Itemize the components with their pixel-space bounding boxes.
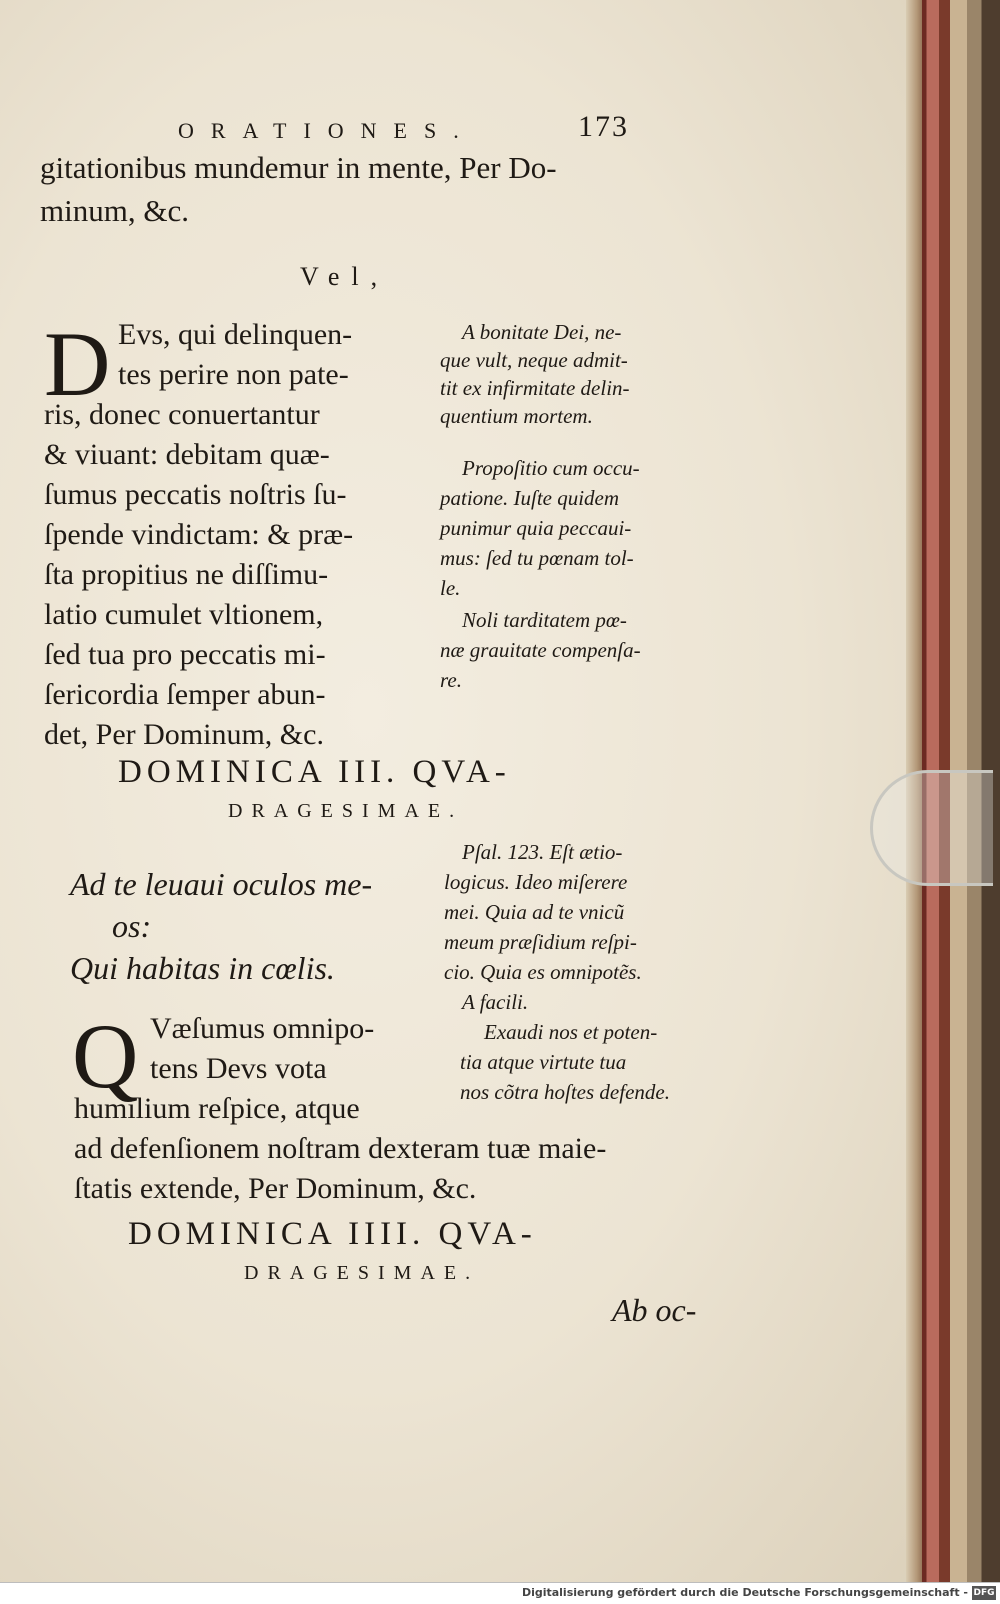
marginal-gloss-line: tit ex infirmitate delin- (440, 376, 630, 400)
text-line: gitationibus mundemur in mente, Per Do- (40, 150, 557, 185)
marginal-gloss-line: Propoſitio cum occu- (462, 456, 640, 480)
drop-cap: D (44, 313, 111, 415)
marginal-gloss-line: le. (440, 576, 461, 600)
page-clip (870, 770, 993, 886)
marginal-gloss-line: mei. Quia ad te vnicũ (444, 900, 625, 924)
page-number: 173 (578, 110, 629, 143)
verse-line: os: (112, 908, 152, 944)
verse-line: Ad te leuaui oculos me- (70, 866, 373, 902)
marginal-gloss-line: A facili. (462, 990, 529, 1014)
text-line: ad defenſionem noſtram dexteram tuæ maie- (74, 1132, 607, 1165)
footer-credit: Digitalisierung gefördert durch die Deutsche Forschungsgemeinschaft - (521, 1586, 968, 1599)
marginal-gloss-line: næ grauitate compenſa- (440, 638, 641, 662)
text-line: det, Per Dominum, &c. (44, 718, 324, 751)
marginal-gloss-line: Pſal. 123. Eſt ætio- (462, 840, 623, 864)
section-subheading: DRAGESIMAE. (228, 800, 464, 822)
marginal-gloss-line: Exaudi nos et poten- (484, 1020, 658, 1044)
text-line: Væſumus omnipo- (150, 1012, 375, 1045)
text-line: ris, donec conuertantur (44, 398, 320, 431)
marginal-gloss-line: punimur quia peccaui- (440, 516, 632, 540)
text-line: ſtatis extende, Per Dominum, &c. (74, 1172, 477, 1205)
running-head: ORATIONES. (178, 118, 476, 143)
text-line: & viuant: debitam quæ- (44, 438, 330, 471)
text-line: Evs, qui delinquen- (118, 318, 353, 351)
text-line: ſta propitius ne diſſimu- (44, 558, 329, 591)
section-heading: DOMINICA IIII. QVA- (128, 1216, 537, 1252)
drop-cap: Q (72, 1005, 139, 1107)
marginal-gloss-line: re. (440, 668, 462, 692)
text-line: latio cumulet vltionem, (44, 598, 324, 631)
digitization-footer (0, 1582, 1000, 1604)
marginal-gloss-line: patione. Iuſte quidem (440, 486, 620, 510)
marginal-gloss-line: nos cõtra hoſtes defende. (460, 1080, 670, 1104)
dfg-logo-icon: DFG (973, 1588, 995, 1598)
text-line: ſpende vindictam: & præ- (44, 518, 354, 551)
verse-line: Qui habitas in cœlis. (70, 950, 335, 986)
text-line: humilium reſpice, atque (74, 1092, 360, 1125)
section-subheading: DRAGESIMAE. (244, 1262, 480, 1284)
vel-heading: Vel, (300, 262, 390, 291)
text-line: ſed tua pro peccatis mi- (44, 638, 326, 671)
text-line: ſericordia ſemper abun- (44, 678, 326, 711)
marginal-gloss-line: que vult, neque admit- (440, 348, 628, 372)
marginal-gloss-line: cio. Quia es omnipotẽs. (444, 960, 642, 984)
marginal-gloss-line: meum præſidium reſpi- (444, 930, 637, 954)
marginal-gloss-line: mus: ſed tu pœnam tol- (440, 546, 634, 570)
text-line: ſumus peccatis noſtris ſu- (44, 478, 347, 511)
section-heading: DOMINICA III. QVA- (118, 754, 511, 790)
text-line: minum, &c. (40, 193, 189, 228)
marginal-gloss-line: quentium mortem. (440, 404, 593, 428)
catchword: Ab oc- (612, 1292, 697, 1328)
marginal-gloss-line: Noli tarditatem pœ- (462, 608, 627, 632)
marginal-gloss-line: logicus. Ideo miſerere (444, 870, 628, 894)
marginal-gloss-line: A bonitate Dei, ne- (462, 320, 622, 344)
text-line: tens Devs vota (150, 1052, 327, 1085)
marginal-gloss-line: tia atque virtute tua (460, 1050, 627, 1074)
text-line: tes perire non pate- (118, 358, 349, 391)
